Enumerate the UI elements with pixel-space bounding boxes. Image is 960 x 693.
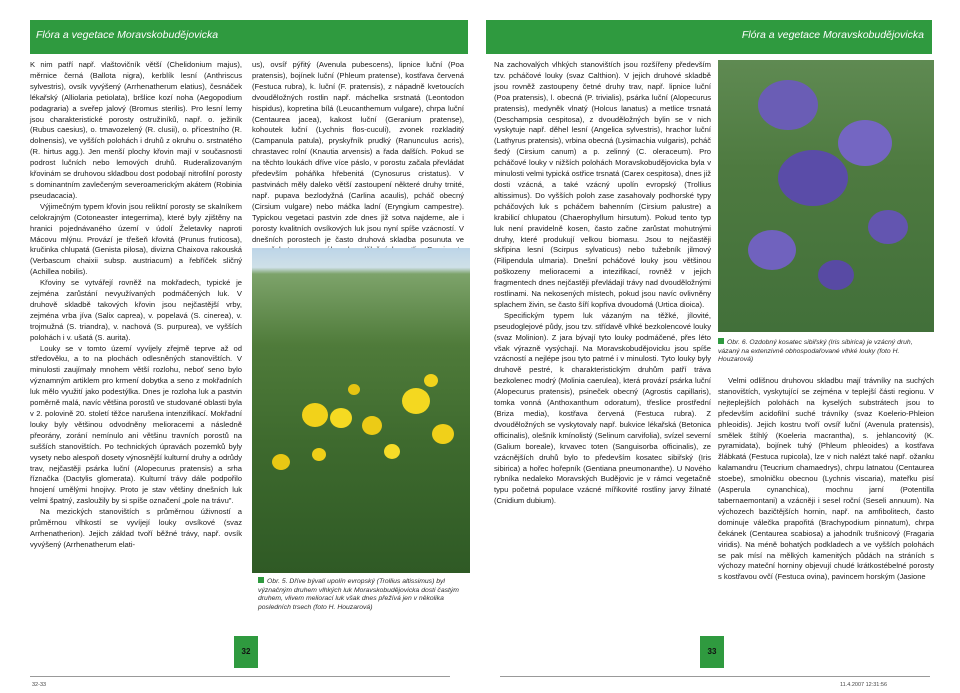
paragraph: Specifickým typem luk vázaným na těžké, jílovité, pseudoglejové půdy, jsou tzv. střídavě vlhké bezkolencové louky (svaz Molinion). Z jara bývají tyto louky podmáčené, přes léto však výrazně vysýchají. Na Moravskobudějovicku jsou spíše vzácností a nejlépe jsou tyto patrné i v minulosti. Tyto louky byly druhově pestré, k charakteristickým druhům patří tráva bezkolenec modrý (Molinia caerulea), která provází psárka luční (Alopecurus pratensis), psineček obecný (Agrostis capillaris), tomka vonná (Anthoxanthum odoratum), třeslice prostřední (Briza media), kostřava červená (Festuca rubra). Z dvouděložných se vyskytovaly např. bukvice lékařská (Betonica officinalis), olešník kmínolistý (Selinum carvifolia), svízel severní (Galium boreale), krvavec toten (Sanguisorba officinalis), ze vzácnějších druhů bylo to především kosatec sibiřský (Iris sibirica) a hořec hořepník (Gentiana pneumonanthe). U Nového rybníka nedaleko Moravských Budějovic je v rámci vegetačně typu početná populace vzácné mířikovité rostliny jarvy žilnaté (Cnidium dubium). [494, 310, 711, 506]
header-bar-left [30, 20, 468, 54]
text-column-1 [30, 60, 242, 551]
trollius-photo [252, 248, 470, 573]
paragraph: Louky se v tomto území vyvíjely zřejmě teprve až od středověku, a to na plochách odlesněných stanovištích. V minulosti zaujímaly mnohem větší rozlohu, neboť seno bylo významným artiklem pro krmení dobytka a seno z mokřadních luk mělo využití jako podestýlka. Dnes je rozloha luk a pastvin poměrně malá, navíc většina porostů ve studované oblasti byla v 2. polovině 20. století těžce narušena intenzifikací. Mokřadní louky byly většinou odvodněny melioracemi a následně přeorány, zorání nemínulo ani většinu travních porostů na sušších stanovištích. Po technických úpravách pozemků byly vysety nebo alespoň dosety výnosnější kulturní druhy a odrůdy trav, nejčastěji psárka luční (Alopecurus pratensis) a srha říznačka (Dactylis glomerata). Kulturní trávy dále podpořilo hnojení umělými hnojivy. Proto je stav většiny dnešních luk velmi špatný, zasloužily by si spíše označení „pole na trávu". [30, 343, 242, 506]
print-slug-right: 11.4.2007 12:31:56 [840, 682, 887, 688]
running-title-left: Flóra a vegetace Moravskobudějovicka [36, 29, 219, 41]
figure-caption-5: Obr. 5. Dříve bývalí upolín evropský (Trollius altissimus) byl význačným druhem vlhkých luk Moravskobudějovicka dosti častým druhem, vlivem meliorací luk však dnes přežívá jen v několika posledních trsech (foto H. Houzarová) [258, 578, 459, 611]
header-bar-right [486, 20, 932, 54]
paragraph: Na mezických stanovištích s průměrnou úživností a průměrnou vlhkostí se vyvíjejí louky ovsíkové (svaz Arrhenatherion). Jejich základ tvoří běžné trávy, např. ovsík vyvýšený (Arrhenatherum elati- [30, 507, 242, 549]
paragraph: Na zachovalých vlhkých stanovištích jsou rozšířeny především tzv. pcháčové louky (svaz Calthion). V jejich druhové skladbě jsou rovněž zastoupeny četné druhy trav, např. lipnice luční (Poa pratensis), l. obecná (P. trivialis), psárka luční (Alopecurus pratensis), medyněk vlnatý (Holcus lanatus) a metlice trsnatá (Deschampsia cespitosa), z dvouděložných bylin se v nich vyskytuje např. děhel lesní (Angelica sylvestris), hrachor luční (Lathyrus pratensis), vrbina obecná (Lysimachia vulgaris), pcháč šedý (Cirsium canum) a p. zelinný (C. oleraceum). Pro pcháčové louky v nižších polohách Moravskobudějovicka byla v minulosti velmi typická ostřice trsnatá (Carex cespitosa), dnes již dosti vzácná, a také vzácný upolín evropský (Trollius altissimus). Do vyšších poloh zase zasahovaly podhorské typy pcháčových luk s pcháčem bahenním (Cirsium palustre) a krabilicí chlupatou (Chaerophyllum hirsutum). Pokud tento typ luk není pravidelně kosen, často začne zarůstat mohutnými druhy, které produkují velkou biomasu. Jsou to nejčastěji skřipina lesní (Scirpus sylvaticus) nebo tužebník jilmový (Filipendula ulmaria). Dnešní pcháčové louky jsou většinou poškozeny melioracemi a intezifikací, rovněž v jejich fragmentech dnes nejčastěji převládají trávy nad dvouděložnými rostlinami. Na nekosených místech, pokud jsou navíc ovlivněny splachem živin, se často šíří kopřiva dvoudomá (Urtica dioica). [494, 60, 711, 309]
text-column-3 [494, 60, 711, 507]
paragraph: Velmi odlišnou druhovou skladbu mají trávníky na suchých stanovištích, vyskytující se zejména v teplejší části regionu. V nejteplejších polohách na kyselých substrátech jsou to především acidofilní suché trávníky (svaz Koelerio-Phleion phleoidis). Jejich kostru tvoří ovsíř luční (Avenula pratensis), smělek štíhlý (Koeleria macrantha), s. jehlancovitý (K. pyramidata), bojínek tuhý (Phleum phleoides) a kostřava žlábkatá (Festuca rupicola), lze v nich nalézt také např. ožanku kalamandru (Teucrium chamaedrys), chrpu latnatou (Centaurea stoebe), smolničku obecnou (Lychnis viscaria), mateřku pisí (Asperula cynanchica), mochnu jarní (Potentilla tabernaemontani) a vzácněji i sesel roční (Seseli annuum). Na výchozech bazičtějších hornin, např. na amfibolitech, často dominuje válečka prapořitá (Brachypodium pinnatum), chrpa čekánek (Centaurea scabiosa) a jahodník trušnicový (Fragaria viridis). Na méně bohatých podkladech a ve vyšších polohách se pak mísí na mělkých kamenitých půdách na stráních s výchozy mateční horniny objevují chudé krátkostébelné porosty s kostřavou ovčí (Festuca ovina), pavincem horským (Jasione [718, 376, 934, 582]
paragraph: Výjimečným typem křovin jsou reliktní porosty se skalníkem celokrajným (Cotoneaster integerrima), které byly zjištěny na hranici pojednávaného území v údolí Želetavky naproti Mácovu mlýnu. Provází je třešeň křovitá (Prunus fruticosa), kručinka chlupatá (Genista pilosa), divizna Chaixova rakouská (Verbascum chaixii subsp. austriacum) a řebříček sličný (Achillea nobilis). [30, 201, 242, 277]
footer-rule-left [30, 676, 450, 677]
caption-marker [258, 577, 264, 583]
caption-marker [718, 338, 724, 344]
page-number-left: 32 [234, 636, 258, 668]
print-slug-left: 32-33 [32, 682, 47, 688]
text-column-4 [718, 376, 934, 583]
figure-caption-6: Obr. 6. Ozdobný kosatec sibiřský (Iris sibirica) je vzácný druh, vázaný na extenzivně obhospodařované vlhké louky (foto H. Houzarová) [718, 339, 913, 364]
paragraph: Křoviny se vytvářejí rovněž na mokřadech, typické je zejména zarůstání nevyužívaných podmáčených luk. V druhově skladbě takových křovin jsou nejčastější vrby, zejména vrba jíva (Salix caprea), v. popelavá (S. cinerea), v. trojmužná (S. triandra), v. nachová (S. purpurea), ve vyšších polohách i v. ušatá (S. aurita). [30, 278, 242, 342]
paragraph: K nim patří např. vlaštovičník větší (Chelidonium majus), měrnice černá (Ballota nigra), kerblík lesní (Anthriscus sylvestris), ovsík vyvýšený (Arrhenatherum elatius), česnáček lékařský (Alliolaria petiolata), bršlice kozí noha (Aegopodium podagraria) a sveřep jalový (Bromus sterilis). Pro lesní lemy jsou charakteristické porosty ostružiníků, např. o. ježiník (Rubus caesius), o. tmavozelený (R. clusii), o. přícestního (R. dolnensis), ve vyšších polohách i druhů z okruhu o. srstnatého (R. hirtus agg.). Jen menší plochy křovin mají v současnosti podrost lučních nebo lemových druhů. Ruderalizovaným křovinám se druhovou skladbou dost podobají nitrofilní porosty s dominantním zavlečeným severoamerickým akátem (Robinia pseudacacia). [30, 60, 242, 200]
page-number-right: 33 [700, 636, 724, 668]
running-title-right: Flóra a vegetace Moravskobudějovicka [741, 29, 924, 41]
iris-photo [718, 60, 934, 332]
paragraph: us), ovsíř pýřitý (Avenula pubescens), lipnice luční (Poa pratensis), bojínek luční (Phleum pratense), kostřava červená (Festuca rubra), k. luční (F. pratensis), z nápadně kvetoucích dvouděložných rostlin např. máchelka srstnatá (Leontodon hispidus), kopretina bílá (Leucanthemum vulgare), chrpa luční (Centaurea jacea), kakost luční (Geranium pratense), kohoutek luční (Lychnis flos-cuculi), zvonek rozkladitý (Campanula patula), pryskyřník prudký (Ranunculus acris), chrastavec rolní (Knautia arvensis) a řada dalších. Pokud se na těchto loukách dříve více páslo, v porostu začala převládat především poháňka hřebenitá (Cynosurus cristatus). V pastvinách měly daleko větší zastoupení některé druhy trnité, např. pupava bezlodyžná (Carlina acaulis), pcháč obecný (Cirsium vulgare) nebo máčka ladní (Eryngium campestre). Typickou vegetaci pastvin zde dnes již sotva najdeme, ale i porosty kvalitních ovsíkových luk jsou nyní spíše vzácností. V dnešních porostech je často druhová skladba posunuta ve [252, 60, 464, 244]
footer-rule-right [500, 676, 930, 677]
